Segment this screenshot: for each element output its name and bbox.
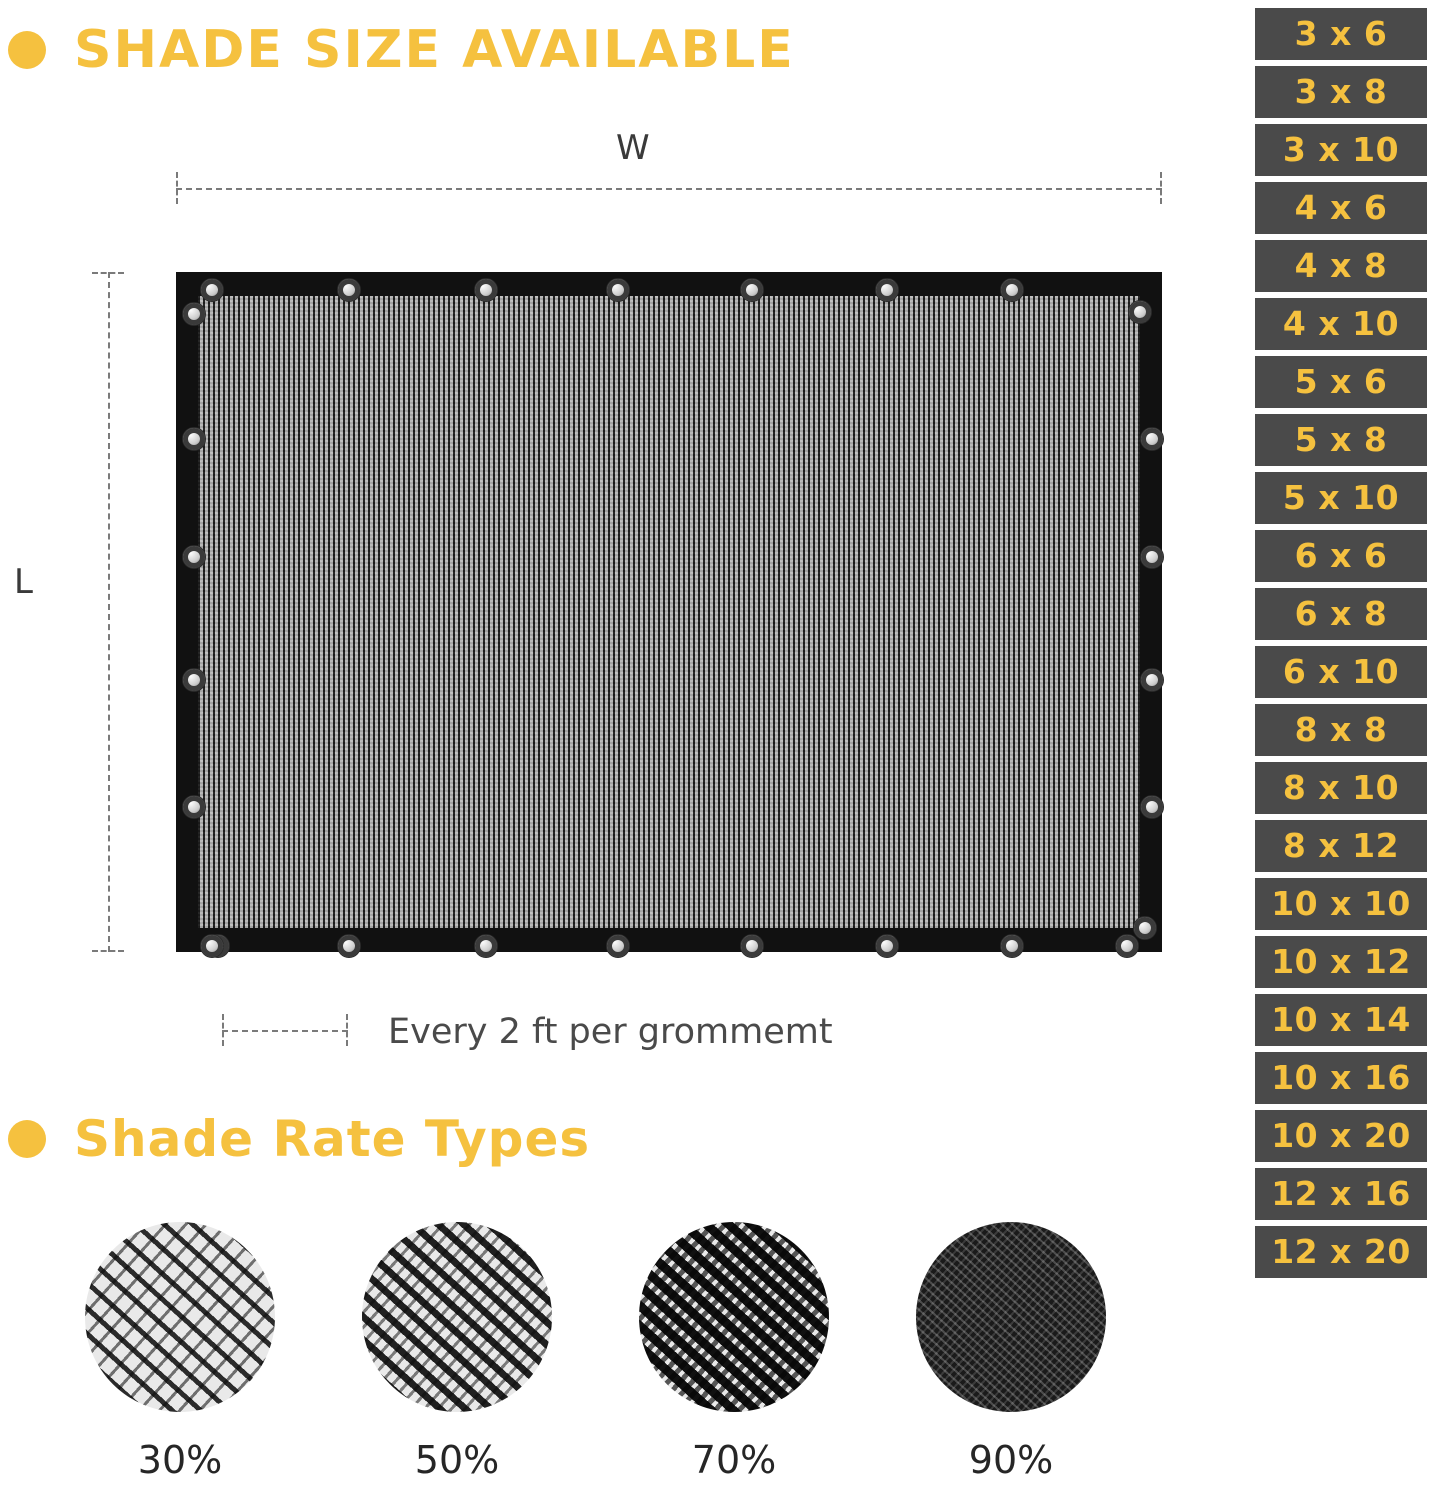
shade-rate-item <box>634 1222 834 1482</box>
size-chip[interactable]: 5 x 10 <box>1255 472 1427 524</box>
grommet-spacing-tick-right <box>346 1014 348 1046</box>
shade-rate-label: 50% <box>414 1438 500 1482</box>
grommet <box>1140 795 1164 819</box>
grommet <box>182 545 206 569</box>
shade-rate-swatch-icon <box>362 1222 552 1412</box>
grommet <box>200 278 224 302</box>
length-measure-line <box>108 272 110 952</box>
grommet <box>875 278 899 302</box>
shade-rate-label: 30% <box>137 1438 223 1482</box>
grommet <box>740 934 764 958</box>
grommet <box>337 934 361 958</box>
shade-rate-title <box>8 1110 590 1168</box>
size-chip[interactable]: 10 x 12 <box>1255 936 1427 988</box>
grommet <box>182 427 206 451</box>
grommet <box>1140 668 1164 692</box>
bullet-dot-icon <box>8 1120 46 1158</box>
length-label: L <box>14 562 33 602</box>
size-chip[interactable]: 3 x 10 <box>1255 124 1427 176</box>
size-chip[interactable]: 6 x 8 <box>1255 588 1427 640</box>
grommet <box>474 934 498 958</box>
grommet-spacing-label: Every 2 ft per grommemt <box>388 1012 833 1052</box>
grommet <box>1140 427 1164 451</box>
shade-rate-swatch-icon <box>639 1222 829 1412</box>
size-chip[interactable]: 8 x 12 <box>1255 820 1427 872</box>
size-chip[interactable]: 6 x 10 <box>1255 646 1427 698</box>
width-measure-tick-right <box>1160 172 1162 204</box>
width-label: W <box>616 128 650 168</box>
width-measure-tick-left <box>176 172 178 204</box>
grommet <box>606 278 630 302</box>
size-chip[interactable]: 12 x 20 <box>1255 1226 1427 1278</box>
size-chip[interactable]: 12 x 16 <box>1255 1168 1427 1220</box>
size-chip[interactable]: 5 x 6 <box>1255 356 1427 408</box>
shade-cloth-panel <box>176 272 1162 952</box>
size-chip[interactable]: 10 x 14 <box>1255 994 1427 1046</box>
grommet <box>182 668 206 692</box>
size-chip[interactable]: 5 x 8 <box>1255 414 1427 466</box>
size-chip[interactable]: 10 x 10 <box>1255 878 1427 930</box>
grommet <box>1128 300 1152 324</box>
grommet <box>1115 934 1139 958</box>
shade-rate-swatch-icon <box>916 1222 1106 1412</box>
size-chip[interactable]: 8 x 8 <box>1255 704 1427 756</box>
size-chip[interactable]: 10 x 20 <box>1255 1110 1427 1162</box>
shade-rate-list <box>0 1222 1270 1482</box>
length-measure-tick-top <box>92 272 124 274</box>
grommet <box>875 934 899 958</box>
shade-rate-item <box>80 1222 280 1482</box>
grommet-spacing-tick-left <box>222 1014 224 1046</box>
grommet <box>1000 278 1024 302</box>
grommet <box>182 795 206 819</box>
width-measure-line <box>176 188 1162 190</box>
grommet <box>1000 934 1024 958</box>
size-chip[interactable]: 3 x 6 <box>1255 8 1427 60</box>
shade-rate-label: 70% <box>691 1438 777 1482</box>
shade-rate-item <box>357 1222 557 1482</box>
grommet <box>200 934 224 958</box>
shade-rate-title-label: Shade Rate Types <box>74 1110 591 1168</box>
shade-rate-item <box>911 1222 1111 1482</box>
shade-rate-label: 90% <box>968 1438 1054 1482</box>
grommet <box>1133 916 1157 940</box>
grommet <box>606 934 630 958</box>
size-chip[interactable]: 4 x 6 <box>1255 182 1427 234</box>
size-chip[interactable]: 10 x 16 <box>1255 1052 1427 1104</box>
size-chip[interactable]: 6 x 6 <box>1255 530 1427 582</box>
grommet <box>1140 545 1164 569</box>
mesh-fabric-texture <box>198 296 1140 928</box>
grommet <box>337 278 361 302</box>
size-chip[interactable]: 3 x 8 <box>1255 66 1427 118</box>
shade-rate-swatch-icon <box>85 1222 275 1412</box>
size-chip[interactable]: 4 x 8 <box>1255 240 1427 292</box>
size-chip[interactable]: 8 x 10 <box>1255 762 1427 814</box>
page-title-label: SHADE SIZE AVAILABLE <box>74 20 795 80</box>
length-measure-tick-bottom <box>92 950 124 952</box>
grommet <box>474 278 498 302</box>
grommet <box>740 278 764 302</box>
available-sizes-list <box>1255 8 1427 1278</box>
size-chip[interactable]: 4 x 10 <box>1255 298 1427 350</box>
grommet-spacing-line <box>222 1030 348 1032</box>
grommet <box>182 302 206 326</box>
